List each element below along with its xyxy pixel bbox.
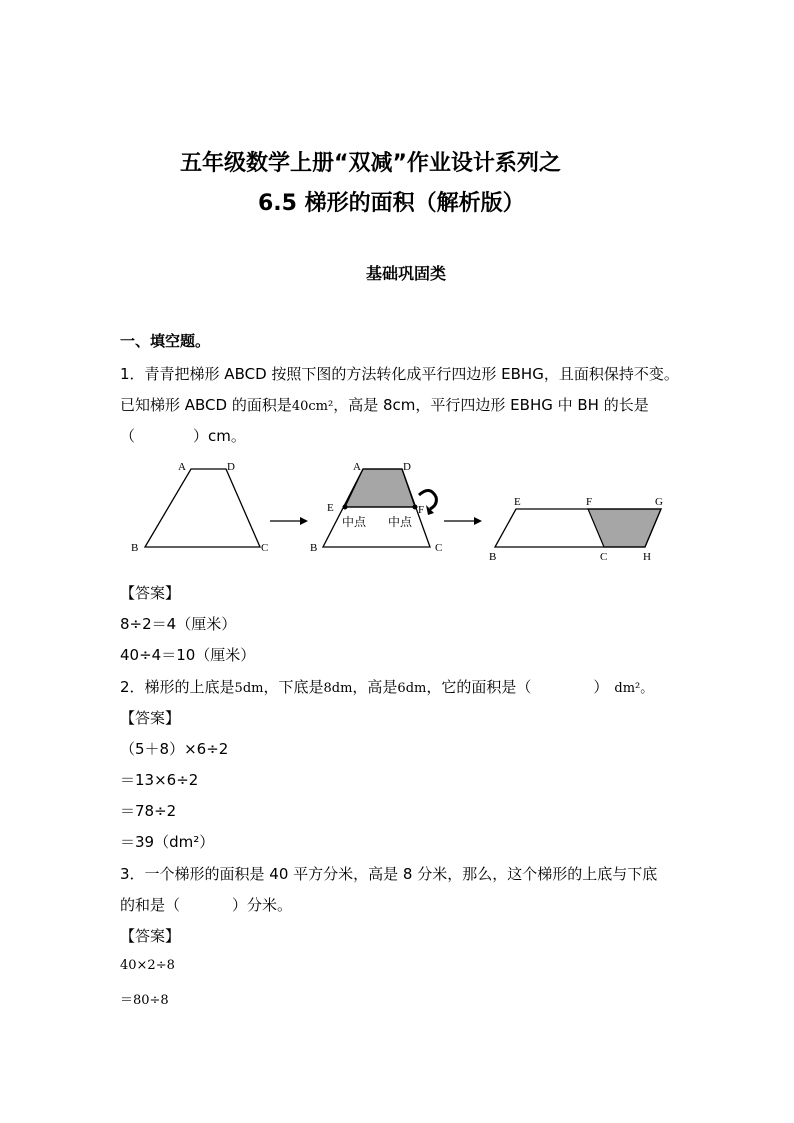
fig3-label-b: B [489, 551, 497, 563]
q1-line3 [120, 425, 246, 446]
transform-arrow-1-head [300, 517, 308, 525]
q2-height: 6dm [397, 681, 427, 696]
q2-text-4: ，它的面积是（ [426, 678, 532, 696]
q3-answer-line-1: 40×2÷8 [120, 958, 175, 973]
q3-line2-part-b: ）分米。 [232, 896, 293, 914]
fig2-point-f [413, 505, 418, 510]
fig3-shaded-part [588, 509, 661, 547]
fig2-midpoint-label-2: 中点 [388, 515, 413, 529]
fig2-label-f: F [418, 504, 425, 516]
fig2-label-a: A [353, 461, 361, 473]
q2-unit: dm²。 [614, 681, 654, 696]
fig2-point-e [343, 505, 348, 510]
q1-answer-label: 【答案】 [120, 584, 181, 602]
q2-top-base: 5dm [234, 681, 264, 696]
part-heading: 一、填空题。 [120, 332, 211, 350]
q1-blank-open: （ [120, 427, 136, 445]
q2-answer-label: 【答案】 [120, 709, 181, 727]
q2-bottom-base: 8dm [323, 681, 353, 696]
fig2-label-e: E [327, 502, 334, 514]
trapezoid-abcd [145, 469, 260, 547]
q1-blank-close: ）cm。 [193, 427, 246, 445]
page-title-line2: 6.5 梯形的面积（解析版） [258, 191, 525, 216]
fig3-label-g: G [655, 496, 663, 508]
q2-text-1: 2．梯形的上底是 [120, 678, 235, 696]
q3-line2 [120, 894, 292, 915]
q2-answer-line-4: ＝39（dm²） [120, 833, 215, 851]
fig3-label-h: H [643, 551, 651, 563]
fig2-midpoint-label-1: 中点 [342, 515, 367, 529]
fig2-label-b: B [310, 542, 318, 554]
q2-answer-line-1: （5＋8）×6÷2 [120, 740, 229, 758]
trapezoid-figure [120, 455, 680, 565]
q2-answer-line-3: ＝78÷2 [120, 802, 177, 820]
fig1-label-d: D [227, 461, 235, 473]
fig3-label-f: F [586, 496, 593, 508]
q2-text-2: ，下底是 [263, 678, 324, 696]
fig2-label-d: D [403, 461, 411, 473]
q1-answer-line-2: 40÷4＝10（厘米） [120, 646, 256, 664]
fig2-label-c: C [435, 542, 443, 554]
fig3-label-c: C [600, 551, 608, 563]
section-title: 基础巩固类 [366, 264, 447, 283]
fig1-label-a: A [178, 461, 186, 473]
q2-answer-line-2: ＝13×6÷2 [120, 771, 199, 789]
fig3-label-e: E [514, 496, 521, 508]
q3-line1: 3．一个梯形的面积是 40 平方分米，高是 8 分米，那么，这个梯形的上底与下底 [120, 865, 658, 883]
q1-line1: 1．青青把梯形 ABCD 按照下图的方法转化成平行四边形 EBHG，且面积保持不变。 [120, 365, 679, 383]
q1-line2-part-c: ，高是 8cm，平行四边形 EBHG 中 BH 的长是 [333, 396, 649, 414]
fig1-label-c: C [261, 542, 269, 554]
q1-area-value: 40cm² [291, 399, 334, 414]
q3-line2-part-a: 的和是（ [120, 896, 181, 914]
q1-line2 [120, 394, 649, 415]
q3-answer-label: 【答案】 [120, 927, 181, 945]
page-title-line1: 五年级数学上册“双减”作业设计系列之 [180, 151, 561, 176]
q3-answer-line-2: ＝80÷8 [120, 993, 169, 1008]
q2-text-3: ，高是 [352, 678, 398, 696]
q2-line [120, 676, 653, 697]
fig1-label-b: B [131, 542, 139, 554]
q1-line2-part-a: 已知梯形 ABCD 的面积是 [120, 396, 292, 414]
q2-text-5: ） [593, 678, 609, 696]
transform-arrow-2-head [474, 517, 482, 525]
q1-answer-line-1: 8÷2＝4（厘米） [120, 615, 237, 633]
